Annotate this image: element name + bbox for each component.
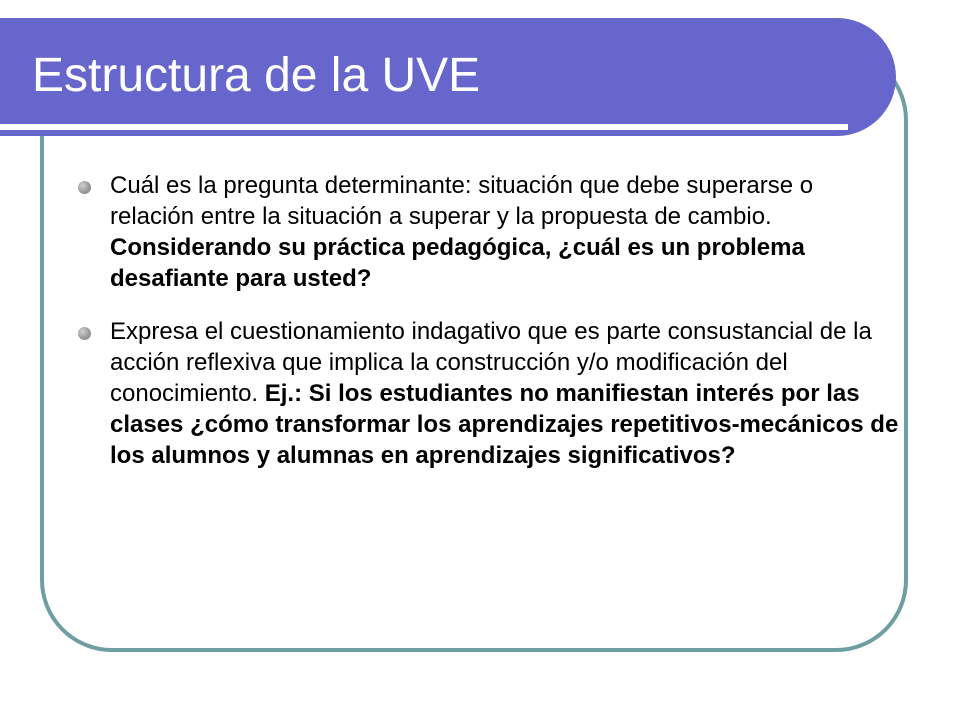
bullet-dot-icon bbox=[78, 327, 91, 340]
bullet-text: Cuál es la pregunta determinante: situación que debe superarse o relación entre la situación a superar y la propuesta de cambio. bbox=[110, 172, 814, 230]
title-rule bbox=[0, 124, 848, 130]
bullet-item-question bbox=[70, 170, 900, 294]
bullet-text: Expresa el cuestionamiento indagativo que es parte consustancial de la acción reflexiva que implica la construcción y/o modificación del conocimiento. bbox=[110, 318, 872, 407]
title-bar bbox=[0, 18, 896, 136]
bullet-list bbox=[70, 170, 900, 493]
bullet-bold-text: Considerando su práctica pedagógica, ¿cuál es un problema desafiante para usted? bbox=[110, 234, 805, 292]
bullet-dot-icon bbox=[78, 181, 91, 194]
bullet-bold-text: Ej.: Si los estudiantes no manifiestan interés por las clases ¿cómo transformar los aprendizajes repetitivos-mecánicos de los alumnos y alumnas en aprendizajes significativos? bbox=[110, 380, 899, 469]
page-title: Estructura de la UVE bbox=[32, 49, 481, 102]
bullet-item-example bbox=[70, 316, 900, 471]
